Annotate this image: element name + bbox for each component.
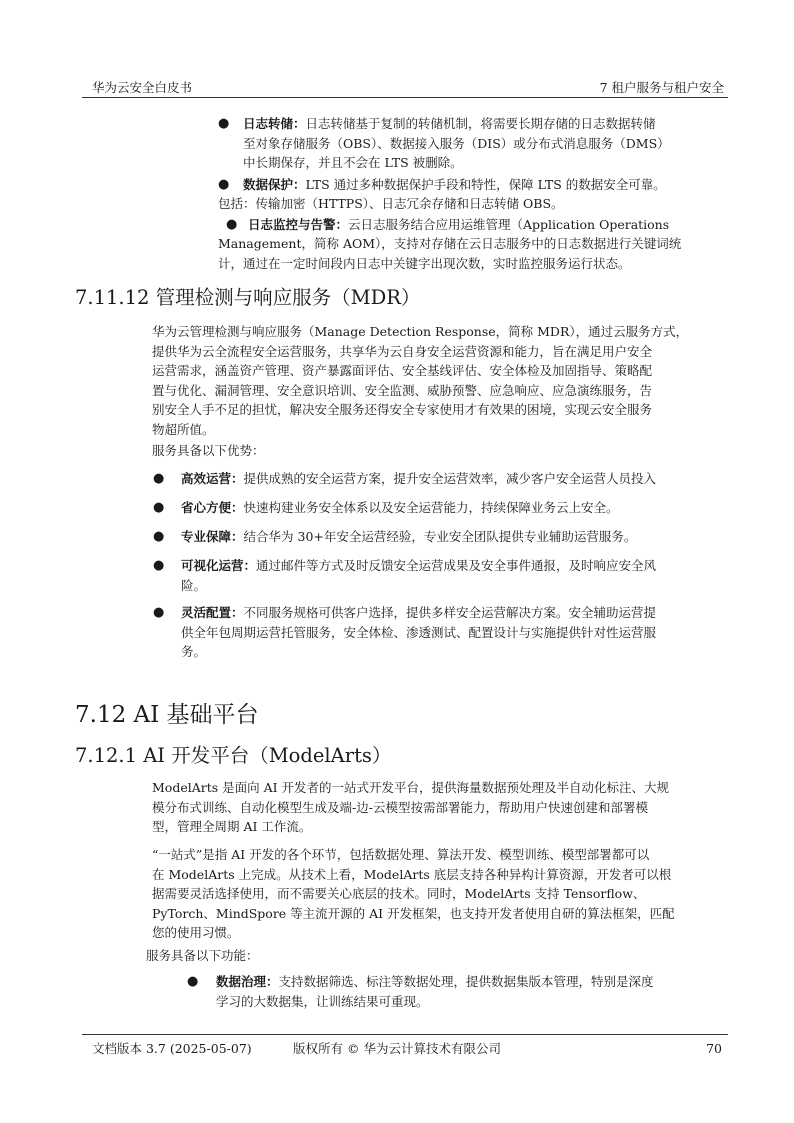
paragraph-line: ModelArts 是面向 AI 开发者的一站式开发平台，提供海量数据预处理及半自动化标注、大规 bbox=[152, 780, 670, 795]
list-item-text: 快速构建业务安全体系以及安全运营能力，持续保障业务云上安全。 bbox=[243, 500, 619, 515]
footer-doc-version: 文档版本 3.7 (2025-05-07) bbox=[92, 1041, 252, 1056]
bullet-dot: ● bbox=[153, 500, 165, 515]
advantages-intro: 服务具备以下优势： bbox=[152, 443, 265, 458]
list-item-data-protection-cont bbox=[218, 194, 564, 214]
bullet-dot: ● bbox=[226, 217, 238, 232]
list-item-term: 数据保护： bbox=[243, 177, 306, 192]
list-item-term: 灵活配置： bbox=[181, 605, 244, 620]
paragraph-line: PyTorch、MindSpore 等主流开源的 AI 开发框架，也支持开发者使用自研的算法框架，匹配 bbox=[152, 905, 675, 921]
list-item-convenient bbox=[181, 498, 619, 518]
header-divider bbox=[82, 97, 728, 98]
paragraph-line: 运营需求，涵盖资产管理、资产暴露面评估、安全基线评估、安全体检及加固指导、策略配 bbox=[152, 363, 653, 378]
header-chapter-title: 7 租户服务与租户安全 bbox=[599, 80, 724, 95]
list-item-text: 结合华为 30+年安全运营经验，专业安全团队提供专业辅助运营服务。 bbox=[243, 529, 637, 544]
bullet-dot: ● bbox=[218, 177, 230, 192]
list-item-professional bbox=[181, 527, 636, 547]
bullet-dot: ● bbox=[218, 116, 230, 131]
list-item-log-dump bbox=[243, 114, 670, 173]
bullet-dot: ● bbox=[153, 529, 165, 544]
section-heading-modelarts: 7.12.1 AI 开发平台（ModelArts） bbox=[75, 744, 392, 767]
modelarts-paragraph-2 bbox=[152, 845, 675, 943]
mdr-intro-paragraph bbox=[152, 322, 688, 439]
bullet-dot: ● bbox=[187, 974, 199, 989]
paragraph-line: 提供华为云全流程安全运营服务，共享华为云自身安全运营资源和能力，旨在满足用户安全 bbox=[152, 343, 653, 359]
list-item-term: 日志转储： bbox=[243, 116, 306, 131]
features-intro: 服务具备以下功能： bbox=[146, 948, 259, 963]
list-item-text: 中长期保存，并且不会在 LTS 被删除。 bbox=[243, 155, 463, 170]
list-item-text: 险。 bbox=[181, 577, 207, 593]
list-item-data-governance bbox=[216, 972, 654, 1011]
section-heading-mdr: 7.11.12 管理检测与响应服务（MDR） bbox=[75, 286, 421, 309]
list-item-text: 日志转储基于复制的转储机制，将需要长期存储的日志数据转储 bbox=[305, 116, 656, 131]
paragraph-line: 物超所值。 bbox=[152, 421, 215, 437]
paragraph-line: 华为云管理检测与响应服务（Manage Detection Response，简称 MDR），通过云服务方式， bbox=[152, 324, 689, 339]
list-item-text: 包括：传输加密（HTTPS）、日志冗余存储和日志转储 OBS。 bbox=[218, 196, 564, 211]
footer-copyright: 版权所有 © 华为云计算技术有限公司 bbox=[293, 1041, 501, 1056]
list-item-text: 供全年包周期运营托管服务，安全体检、渗透测试、配置设计与实施提供针对性运营服 bbox=[181, 624, 657, 640]
list-item-text: 云日志服务结合应用运维管理（Application Operations bbox=[348, 217, 670, 232]
list-item-flexible-config bbox=[181, 603, 656, 662]
list-item-text: 计，通过在一定时间段内日志中关键字出现次数，实时监控服务运行状态。 bbox=[218, 255, 631, 271]
footer-divider bbox=[82, 1034, 728, 1035]
list-item-data-protection bbox=[243, 175, 666, 195]
section-heading-ai-platform: 7.12 AI 基础平台 bbox=[75, 702, 259, 728]
paragraph-line: 您的使用习惯。 bbox=[152, 925, 240, 940]
modelarts-paragraph-1 bbox=[152, 778, 669, 837]
paragraph-line: “一站式”是指 AI 开发的各个环节，包括数据处理、算法开发、模型训练、模型部署都可以 bbox=[152, 847, 650, 862]
paragraph-line: 别安全人手不足的担忧，解决安全服务还得安全专家使用才有效果的困境，实现云安全服务 bbox=[152, 402, 653, 417]
list-item-text: Management，简称 AOM），支持对存储在云日志服务中的日志数据进行关键词统 bbox=[218, 236, 682, 251]
paragraph-line: 型，管理全周期 AI 工作流。 bbox=[152, 819, 312, 834]
bullet-dot: ● bbox=[153, 605, 165, 620]
list-item-efficient-ops bbox=[181, 469, 656, 489]
list-item-term: 日志监控与告警： bbox=[248, 217, 349, 232]
list-item-term: 专业保障： bbox=[181, 529, 244, 544]
list-item-text: 不同服务规格可供客户选择，提供多样安全运营解决方案。安全辅助运营提 bbox=[243, 605, 657, 620]
header-doc-title: 华为云安全白皮书 bbox=[92, 80, 193, 95]
bullet-dot: ● bbox=[153, 558, 165, 573]
list-item-term: 数据治理： bbox=[216, 974, 279, 989]
list-item-text: 通过邮件等方式及时反馈安全运营成果及安全事件通报，及时响应安全风 bbox=[256, 558, 657, 573]
list-item-text: 学习的大数据集，让训练结果可重现。 bbox=[216, 993, 429, 1009]
list-item-term: 省心方便： bbox=[181, 500, 244, 515]
list-item-text: 至对象存储服务（OBS）、数据接入服务（DIS）或分布式消息服务（DMS） bbox=[243, 135, 670, 151]
paragraph-line: 置与优化、漏洞管理、安全意识培训、安全监测、威胁预警、应急响应、应急演练服务，告 bbox=[152, 382, 653, 398]
list-item-text: 提供成熟的安全运营方案，提升安全运营效率，减少客户安全运营人员投入 bbox=[243, 471, 657, 486]
list-item-text: 支持数据筛选、标注等数据处理，提供数据集版本管理，特别是深度 bbox=[278, 974, 654, 989]
list-item-visual-ops bbox=[181, 556, 656, 595]
list-item-text: 务。 bbox=[181, 644, 207, 659]
paragraph-line: 在 ModelArts 上完成。从技术上看，ModelArts 底层支持各种异构计算资源，开发者可以根 bbox=[152, 866, 672, 882]
list-item-log-monitoring bbox=[248, 215, 669, 235]
footer-page-number: 70 bbox=[706, 1041, 722, 1056]
list-item-term: 可视化运营： bbox=[181, 558, 257, 573]
paragraph-line: 据需要灵活选择使用，而不需要关心底层的技术。同时，ModelArts 支持 Tensorflow、 bbox=[152, 886, 646, 901]
list-item-term: 高效运营： bbox=[181, 471, 244, 486]
bullet-dot: ● bbox=[153, 471, 165, 486]
list-item-log-monitoring-cont bbox=[218, 234, 681, 273]
paragraph-line: 模分布式训练、自动化模型生成及端-边-云模型按需部署能力，帮助用户快速创建和部署模 bbox=[152, 799, 648, 815]
list-item-text: LTS 通过多种数据保护手段和特性，保障 LTS 的数据安全可靠。 bbox=[305, 177, 666, 192]
